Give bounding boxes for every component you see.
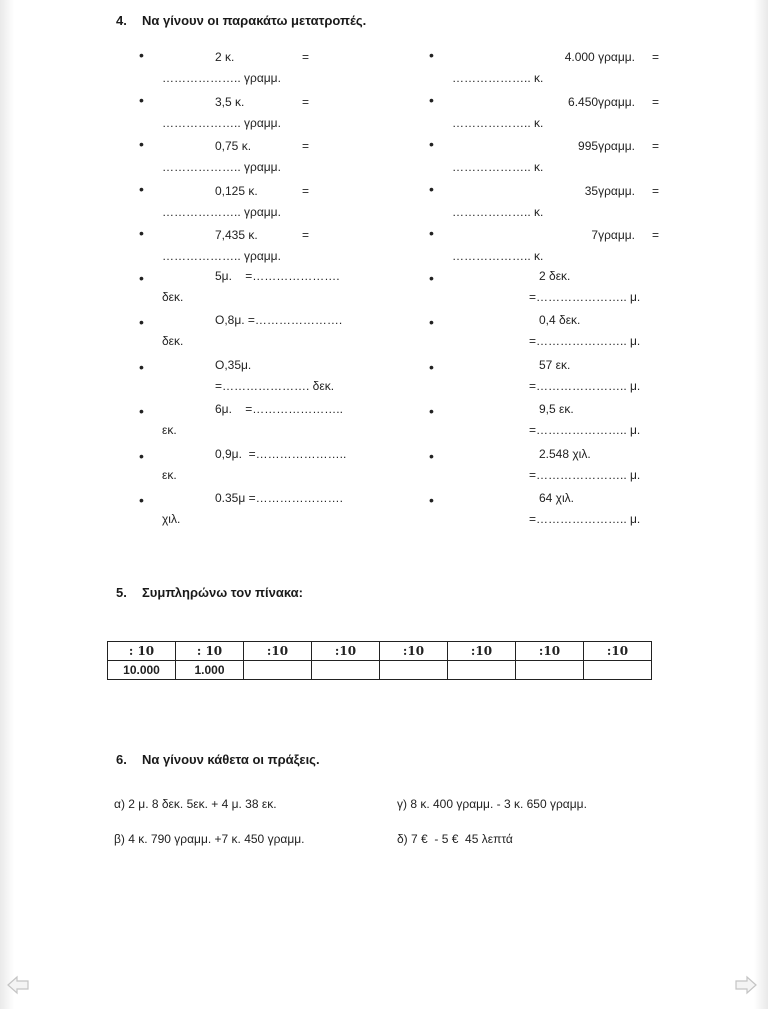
conversion-quantity: 7γραμμ.: [591, 228, 635, 242]
equals-sign: =: [302, 50, 310, 64]
conversions-left-column: [139, 46, 399, 536]
table-value-cell: 1.000: [176, 661, 244, 680]
section-6-heading: [116, 752, 320, 767]
conversion-quantity: 57 εκ.: [539, 357, 571, 372]
table-value-cell[interactable]: [312, 661, 380, 680]
conversion-quantity: 0,75 κ.: [215, 139, 252, 153]
conversion-answer-line: ……………….. γραμμ.: [162, 249, 281, 263]
equals-sign: =: [651, 183, 659, 198]
table-value-cell[interactable]: [244, 661, 312, 680]
section-6-title: Να γίνουν κάθετα οι πράξεις.: [142, 752, 320, 767]
bullet-icon: •: [139, 225, 144, 241]
arrow-right-icon[interactable]: [732, 974, 758, 996]
conversion-answer-line: ……………….. γραμμ.: [162, 71, 281, 85]
section-6-number: 6.: [116, 752, 127, 767]
equals-sign: =: [651, 228, 659, 242]
conversion-answer-line: εκ.: [162, 467, 177, 482]
conversion-quantity: 4.000 γραμμ.: [564, 50, 635, 64]
conversion-quantity: 2 κ.: [215, 50, 235, 64]
conversion-answer-line: ……………….. κ.: [452, 160, 544, 174]
conversion-quantity: 35γραμμ.: [584, 183, 635, 198]
conversion-item: [429, 91, 659, 136]
conversion-answer-line: =………………….. μ.: [529, 423, 641, 437]
conversion-quantity: 0,9μ. =…………………..: [215, 446, 347, 461]
conversion-item: [139, 269, 399, 314]
conversion-quantity: 2 δεκ.: [539, 268, 571, 283]
page-edge-left: [0, 0, 14, 1009]
conversion-answer-line: =………………….. μ.: [529, 378, 641, 393]
conversion-item: [139, 180, 399, 225]
section-4-title: Να γίνουν οι παρακάτω μετατροπές.: [142, 13, 367, 28]
bullet-icon: •: [429, 47, 434, 63]
bullet-icon: •: [429, 180, 434, 197]
table-header-cell: :10: [380, 642, 448, 661]
conversion-item: [429, 358, 659, 403]
bullet-icon: •: [139, 314, 144, 330]
conversion-answer-line: =………………….. μ.: [529, 467, 641, 482]
section-5-title: Συμπληρώνω τον πίνακα:: [142, 585, 303, 600]
conversion-quantity: 7,435 κ.: [215, 228, 258, 242]
bullet-icon: •: [429, 358, 434, 375]
conversion-item: [429, 269, 659, 314]
table-header-cell: : 10: [108, 642, 176, 661]
conversion-item: [429, 491, 659, 536]
table-header-cell: : 10: [176, 642, 244, 661]
conversion-answer-line: ……………….. γραμμ.: [162, 115, 281, 130]
table-header-cell: :10: [516, 642, 584, 661]
bullet-icon: •: [429, 403, 434, 419]
section-5-number: 5.: [116, 585, 127, 600]
equals-sign: =: [302, 183, 310, 198]
conversion-quantity: 0,4 δεκ.: [539, 313, 581, 327]
bullet-icon: •: [139, 492, 144, 508]
conversion-answer-line: =…………………. δεκ.: [215, 378, 335, 393]
bullet-icon: •: [429, 492, 434, 508]
conversion-quantity: 0.35μ =………………….: [215, 491, 343, 505]
section-5-heading: [116, 585, 303, 600]
conversion-answer-line: δεκ.: [162, 289, 184, 304]
table-value-cell[interactable]: [380, 661, 448, 680]
conversion-quantity: 0,125 κ.: [215, 183, 258, 198]
table-header-cell: :10: [448, 642, 516, 661]
table-value-cell[interactable]: [516, 661, 584, 680]
conversions-right-column: [429, 46, 659, 536]
bullet-icon: •: [139, 269, 144, 286]
table-value-cell[interactable]: [584, 661, 652, 680]
conversion-answer-line: χιλ.: [162, 512, 181, 526]
page-edge-right: [754, 0, 768, 1009]
conversion-item: [139, 135, 399, 180]
bullet-icon: •: [429, 314, 434, 330]
conversion-quantity: 5μ. =………………….: [215, 268, 340, 283]
conversion-item: [429, 224, 659, 269]
conversion-item: [429, 313, 659, 358]
bullet-icon: •: [139, 180, 144, 197]
conversion-item: [429, 402, 659, 447]
conversion-item: [139, 402, 399, 447]
conversion-quantity: 2.548 χιλ.: [539, 446, 591, 461]
conversion-item: [429, 46, 659, 91]
arrow-left-icon[interactable]: [6, 974, 32, 996]
table-header-cell: :10: [584, 642, 652, 661]
operation-b: β) 4 κ. 790 γραμμ. +7 κ. 450 γραμμ.: [114, 832, 305, 846]
conversion-item: [139, 491, 399, 536]
conversion-answer-line: ……………….. κ.: [452, 204, 544, 219]
bullet-icon: •: [429, 136, 434, 152]
equals-sign: =: [651, 50, 659, 64]
section-4-heading: [116, 13, 366, 28]
conversion-quantity: 6μ. =…………………..: [215, 402, 343, 416]
bullet-icon: •: [139, 447, 144, 464]
table-header-row: [108, 642, 652, 661]
bullet-icon: •: [429, 91, 434, 108]
table-header-cell: :10: [244, 642, 312, 661]
bullet-icon: •: [429, 269, 434, 286]
equals-sign: =: [651, 94, 659, 109]
table-header-cell: :10: [312, 642, 380, 661]
conversion-answer-line: =………………….. μ.: [529, 334, 641, 348]
conversion-item: [429, 135, 659, 180]
equals-sign: =: [651, 139, 659, 153]
table-values-row: [108, 661, 652, 680]
conversion-answer-line: ……………….. κ.: [452, 249, 544, 263]
bullet-icon: •: [139, 91, 144, 108]
conversion-item: [139, 313, 399, 358]
conversion-item: [429, 180, 659, 225]
conversion-item: [139, 447, 399, 492]
table-value-cell[interactable]: [448, 661, 516, 680]
bullet-icon: •: [139, 403, 144, 419]
conversion-item: [139, 224, 399, 269]
conversion-answer-line: =………………….. μ.: [529, 289, 641, 304]
operation-a: α) 2 μ. 8 δεκ. 5εκ. + 4 μ. 38 εκ.: [114, 797, 277, 811]
conversion-quantity: 995γραμμ.: [578, 139, 635, 153]
conversion-answer-line: ……………….. κ.: [452, 71, 544, 85]
conversion-item: [139, 358, 399, 403]
conversion-answer-line: δεκ.: [162, 334, 184, 348]
conversion-answer-line: ……………….. κ.: [452, 115, 544, 130]
conversion-answer-line: ……………….. γραμμ.: [162, 204, 281, 219]
conversion-quantity: Ο,8μ. =………………….: [215, 313, 343, 327]
conversion-answer-line: ……………….. γραμμ.: [162, 160, 281, 174]
equals-sign: =: [302, 94, 310, 109]
bullet-icon: •: [139, 47, 144, 63]
conversion-item: [139, 46, 399, 91]
equals-sign: =: [302, 228, 310, 242]
conversion-quantity: 9,5 εκ.: [539, 402, 574, 416]
conversion-quantity: 3,5 κ.: [215, 94, 245, 109]
conversion-item: [429, 447, 659, 492]
equals-sign: =: [302, 139, 310, 153]
conversion-quantity: Ο,35μ.: [215, 357, 252, 372]
operation-d: δ) 7 € - 5 € 45 λεπτά: [397, 832, 513, 846]
bullet-icon: •: [429, 447, 434, 464]
operation-c: γ) 8 κ. 400 γραμμ. - 3 κ. 650 γραμμ.: [397, 797, 587, 811]
table-value-cell: 10.000: [108, 661, 176, 680]
conversion-item: [139, 91, 399, 136]
conversion-answer-line: =………………….. μ.: [529, 512, 641, 526]
conversion-quantity: 64 χιλ.: [539, 491, 574, 505]
conversion-quantity: 6.450γραμμ.: [568, 94, 635, 109]
bullet-icon: •: [429, 225, 434, 241]
division-table: [107, 641, 652, 680]
section-4-number: 4.: [116, 13, 127, 28]
conversion-answer-line: εκ.: [162, 423, 177, 437]
bullet-icon: •: [139, 358, 144, 375]
bullet-icon: •: [139, 136, 144, 152]
